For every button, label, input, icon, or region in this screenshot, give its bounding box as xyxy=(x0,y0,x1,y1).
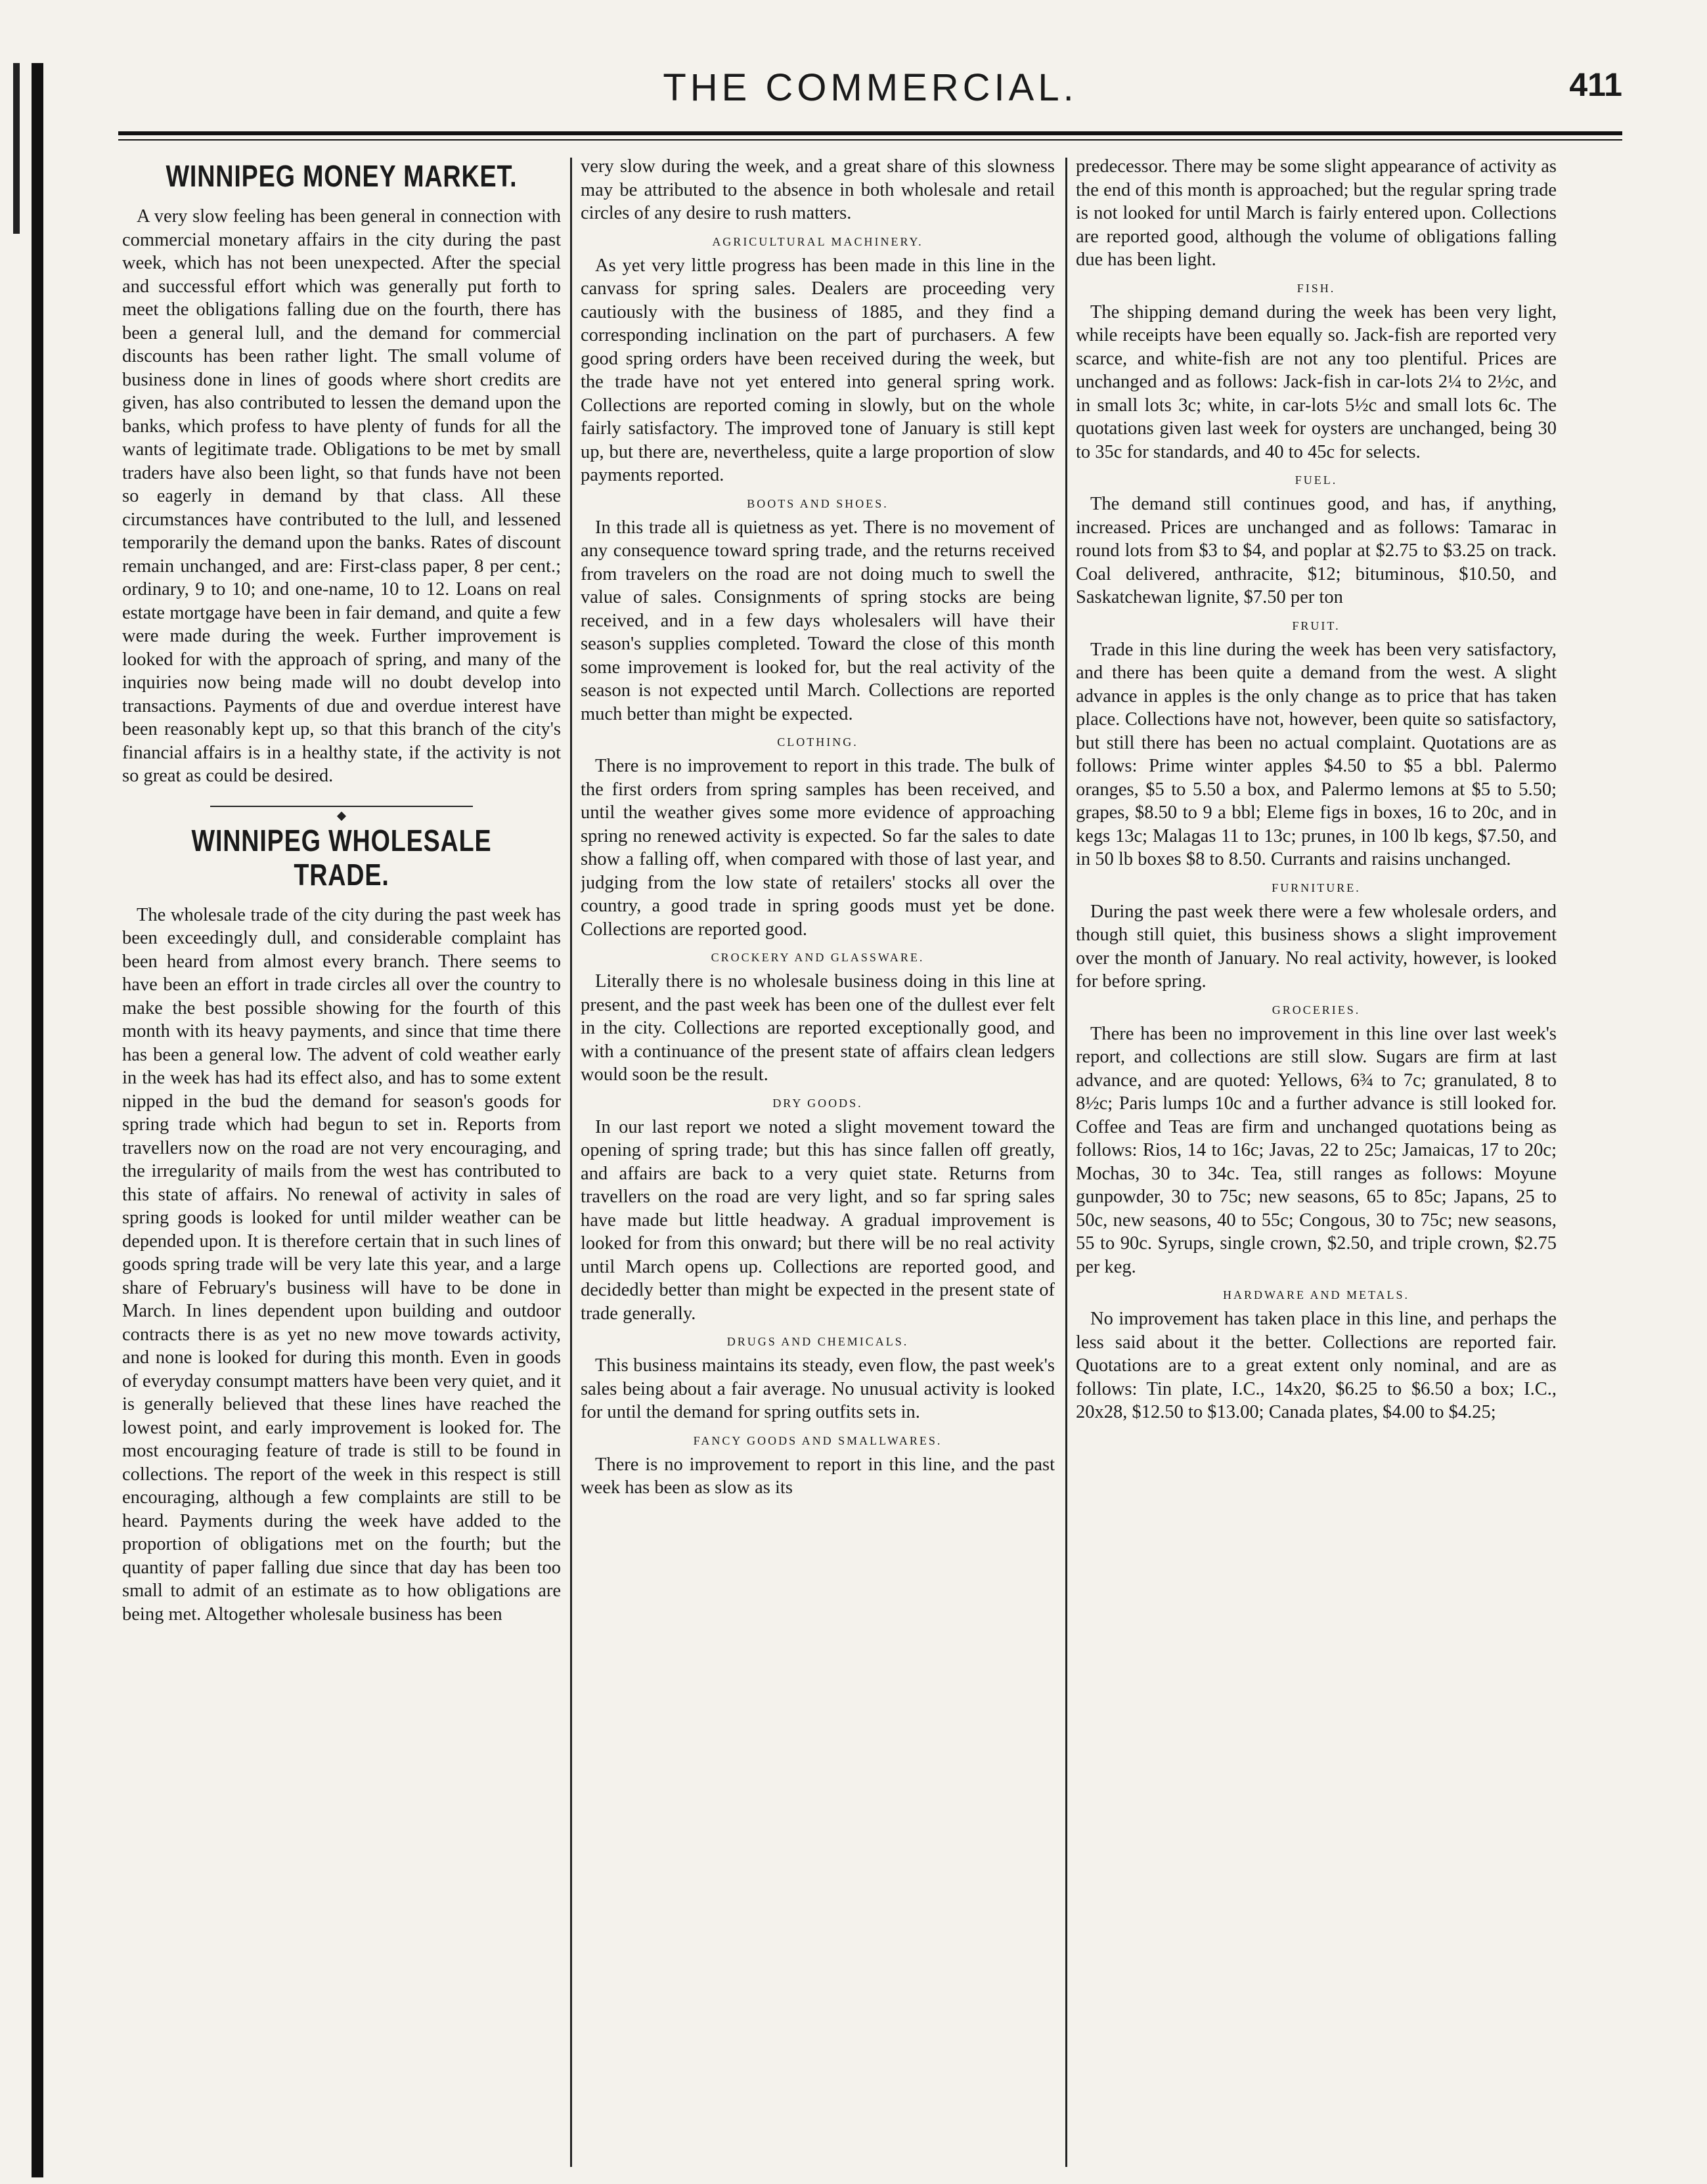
column-2 xyxy=(581,155,1055,2177)
article-paragraph: Trade in this line during the week has been very satisfactory, and there has been quite a demand from the west. A slight advance in apples is the only change as to price that has taken place. Collections have not, however, been quite so satisfactory, but still there has been no actual complaint. Quotations are as follows: Prime winter apples $4.50 to $5 a bbl. Palermo oranges, $5 to 5.50 a box, and Palermo lemons at $5 to 5.50; grapes, $8.50 to 9 a bbl; Eleme figs in boxes, 16 to 20c, and in kegs 13c; Malagas 11 to 13c; prunes, in 100 lb kegs, $7.50, and in 50 lb boxes $8 to 8.50. Currants and raisins unchanged. xyxy=(1076,639,1557,869)
article-paragraph: very slow during the week, and a great share of this slowness may be attributed to the absence in both wholesale and retail circles of any desire to rush matters. xyxy=(581,156,1055,223)
article-paragraph: The shipping demand during the week has been very light, while receipts have been equally so. Jack-fish are reported very scarce, and white-fish are not any too plentiful. Prices are unchanged and as follows: Jack-fish in car-lots 2¼ to 2½c, and in small lots 3c; white, in car-lots 5½c and small lots 6c. The quotations given last week for oysters are unchanged, being 30 to 35c for standards, and 40 to 45c for selects. xyxy=(1076,301,1557,462)
article-paragraph: This business maintains its steady, even flow, the past week's sales being about a fair average. No unusual activity is looked for until the demand for spring outfits sets in. xyxy=(581,1355,1055,1422)
section-heading-furniture: FURNITURE. xyxy=(1272,881,1361,894)
column-3 xyxy=(1076,155,1557,2177)
section-heading-hardware: HARDWARE AND METALS. xyxy=(1222,1288,1410,1301)
article-paragraph: In this trade all is quietness as yet. There is no movement of any consequence toward spring trade, and the returns received from travelers on the road are not doing much to swell the value of sales. Consignments of spring stocks are being received, and in a few days wholesalers will have their season's supplies completed. Toward the close of this month some improvement is looked for, but the real activity of the season is not expected until March. Collections are reported much better than might be expected. xyxy=(581,517,1055,724)
article-paragraph: Literally there is no wholesale business doing in this line at present, and the past week has been one of the dullest ever felt in the city. Collections are reported exceptionally good, and with a continuance of the present state of affairs clean ledgers would soon be the result. xyxy=(581,971,1055,1085)
section-heading-groceries: GROCERIES. xyxy=(1272,1003,1361,1016)
column-rule xyxy=(1065,158,1067,2167)
article-paragraph: As yet very little progress has been made in this line in the canvass for spring sales. Dealers are proceeding very cautiously with the business of 1885, and they find a corresponding inclination on the part of purchasers. A few good spring orders have been received during the week, but the trade have not yet entered into general spring work. Collections are reported coming in slowly, but on the whole fairly satisfactory. The improved tone of January is still kept up, but there are, nevertheless, quite a large proportion of slow payments reported. xyxy=(581,255,1055,485)
section-heading-crockery: CROCKERY AND GLASSWARE. xyxy=(711,951,925,964)
article-heading-wholesale-trade: WINNIPEG WHOLESALE TRADE. xyxy=(191,823,492,892)
page-header xyxy=(118,66,1622,118)
section-heading-agricultural-machinery: AGRICULTURAL MACHINERY. xyxy=(712,234,923,248)
article-paragraph: The wholesale trade of the city during the past week has been exceedingly dull, and considerable complaint has been heard from almost every branch. There seems to have been an effort in trade circles all over the country to make the best possible showing for the fourth of this month with its heavy payments, and since that time there has been a general low. The advent of cold weather early in the week has had its effect also, and has to some extent nipped in the bud the demand for season's goods for spring trade which had begun to set in. Reports from travellers now on the road are not very encouraging, and the irregularity of mails from the west has contributed to this state of affairs. No renewal of activity in sales of spring goods is looked for until milder weather can be depended upon. It is therefore certain that in such lines of goods spring trade will be very late this year, and a large share of February's business will have to be done in March. In lines dependent upon building and outdoor contracts there is as yet no new move towards activity, and none is looked for during this month. Even in goods of everyday consumpt matters have been very quiet, and it is generally believed that these lines have reached the lowest point, and early improvement is looked for. The most encouraging feature of trade is still to be found in collections. The report of the week in this respect is still encouraging, although a few complaints are still to be heard. Payments during the week have added to the proportion of obligations met on the fourth; but the quantity of paper falling due since that day has been too small to admit of an estimate as to how obligations are being met. Altogether wholesale business has been xyxy=(122,904,561,1625)
section-heading-fancy-goods: FANCY GOODS AND SMALLWARES. xyxy=(693,1433,942,1447)
section-heading-fruit: FRUIT. xyxy=(1292,619,1341,632)
article-paragraph: predecessor. There may be some slight appearance of activity as the end of this month is approached; but the regular spring trade is not looked for until March is fairly entered upon. Collections are reported good, although the volume of obligations falling due has been light. xyxy=(1076,156,1557,270)
section-heading-boots-shoes: BOOTS AND SHOES. xyxy=(747,496,889,510)
article-paragraph: There has been no improvement in this line over last week's report, and collections are still slow. Sugars are firm at last advance, and are quoted: Yellows, 6¾ to 7c; granulated, 8 to 8½c; Paris lumps 10c and a further advance is still looked for. Coffee and Teas are firm and unchanged quotations being as follows: Rios, 14 to 16c; Javas, 22 to 25c; Jamaicas, 17 to 20c; Mochas, 30 to 34c. Tea, still ranges as follows: Moyune gunpowder, 30 to 75c; new seasons, 65 to 85c; Japans, 25 to 50c, new seasons, 40 to 55c; Congous, 30 to 75c; new seasons, 55 to 90c. Syrups, single crown, $2.50, and triple crown, $2.75 per keg. xyxy=(1076,1023,1557,1277)
section-heading-drugs: DRUGS AND CHEMICALS. xyxy=(726,1335,909,1348)
page-number: 411 xyxy=(1569,66,1622,103)
article-paragraph: There is no improvement to report in this line, and the past week has been as slow as its xyxy=(581,1454,1055,1498)
binding-edge xyxy=(13,63,20,234)
binding-shadow xyxy=(32,63,43,2177)
column-1 xyxy=(122,155,561,2177)
column-rule xyxy=(570,158,572,2167)
section-heading-dry-goods: DRY GOODS. xyxy=(772,1096,863,1110)
newspaper-title: THE COMMERCIAL. xyxy=(663,66,1078,109)
article-paragraph: A very slow feeling has been general in connection with commercial monetary affairs in the city during the past week, which has not been unexpected. After the special and successful effort which was generally put forth to meet the obligations falling due on the fourth, there has been a general lull, and the demand for commercial discounts has been rather light. The small volume of business done in lines of goods where short credits are given, has also contributed to lessen the demand upon the banks, which profess to have plenty of funds for all the wants of legitimate trade. Obligations to be met by small traders have also been light, so that funds have not been so eagerly in demand by that class. All these circumstances have contributed to the lull, and lessened temporarily the demand upon the banks. Rates of discount remain unchanged, and are: First-class paper, 8 per cent.; ordinary, 9 to 10; and one-name, 10 to 12. Loans on real estate mortgage have been in fair demand, and quite a few were made during the week. Further improvement is looked for with the approach of spring, and many of the inquiries now being made will no doubt develop into transactions. Payments of due and overdue interest have been reasonably kept up, so that this branch of the city's financial affairs is in a healthy state, if the activity is not so great as could be desired. xyxy=(122,206,561,786)
header-rule-thick xyxy=(118,131,1622,135)
section-heading-fuel: FUEL. xyxy=(1295,473,1338,487)
article-paragraph: There is no improvement to report in this trade. The bulk of the first orders from spring samples has been received, and until the weather gives some more evidence of approaching spring no renewed activity is expected. So far the sales to date show a falling off, when compared with those of last year, and judging from the low state of retailers' stocks all over the country, a good trade in spring goods must yet be done. Collections are reported good. xyxy=(581,756,1055,940)
header-rule-thin xyxy=(118,139,1622,141)
section-divider xyxy=(122,802,561,809)
section-heading-fish: FISH. xyxy=(1297,281,1336,295)
article-paragraph: In our last report we noted a slight movement toward the opening of spring trade; but this has since fallen off greatly, and affairs are back to a very quiet state. Returns from travellers on the road are very light, and so far spring sales have made but little headway. A gradual improvement is looked for from this onward; but there will be no real activity until March opens up. Collections are reported good, and decidedly better than might be expected in the present state of trade generally. xyxy=(581,1116,1055,1324)
article-heading-money-market: WINNIPEG MONEY MARKET. xyxy=(166,159,518,193)
article-paragraph: The demand still continues good, and has, if anything, increased. Prices are unchanged and as follows: Tamarac in round lots from $3 to $4, and poplar at $2.75 to $3.25 on track. Coal delivered, anthracite, $12; bituminous, $10.50, and Saskatchewan lignite, $7.50 per ton xyxy=(1076,494,1557,607)
section-heading-clothing: CLOTHING. xyxy=(777,735,858,749)
article-paragraph: No improvement has taken place in this line, and perhaps the less said about it the better. Collections are reported fair. Quotations are to a great extent only nominal, and are as follows: Tin plate, I.C., 14x20, $6.25 to $6.50 a box; I.C., 20x28, $12.50 to $13.00; Canada plates, $4.00 to $4.25; xyxy=(1076,1309,1557,1422)
article-paragraph: During the past week there were a few wholesale orders, and though still quiet, this business shows a slight improvement over the month of January. No real activity, however, is looked for before spring. xyxy=(1076,901,1557,992)
